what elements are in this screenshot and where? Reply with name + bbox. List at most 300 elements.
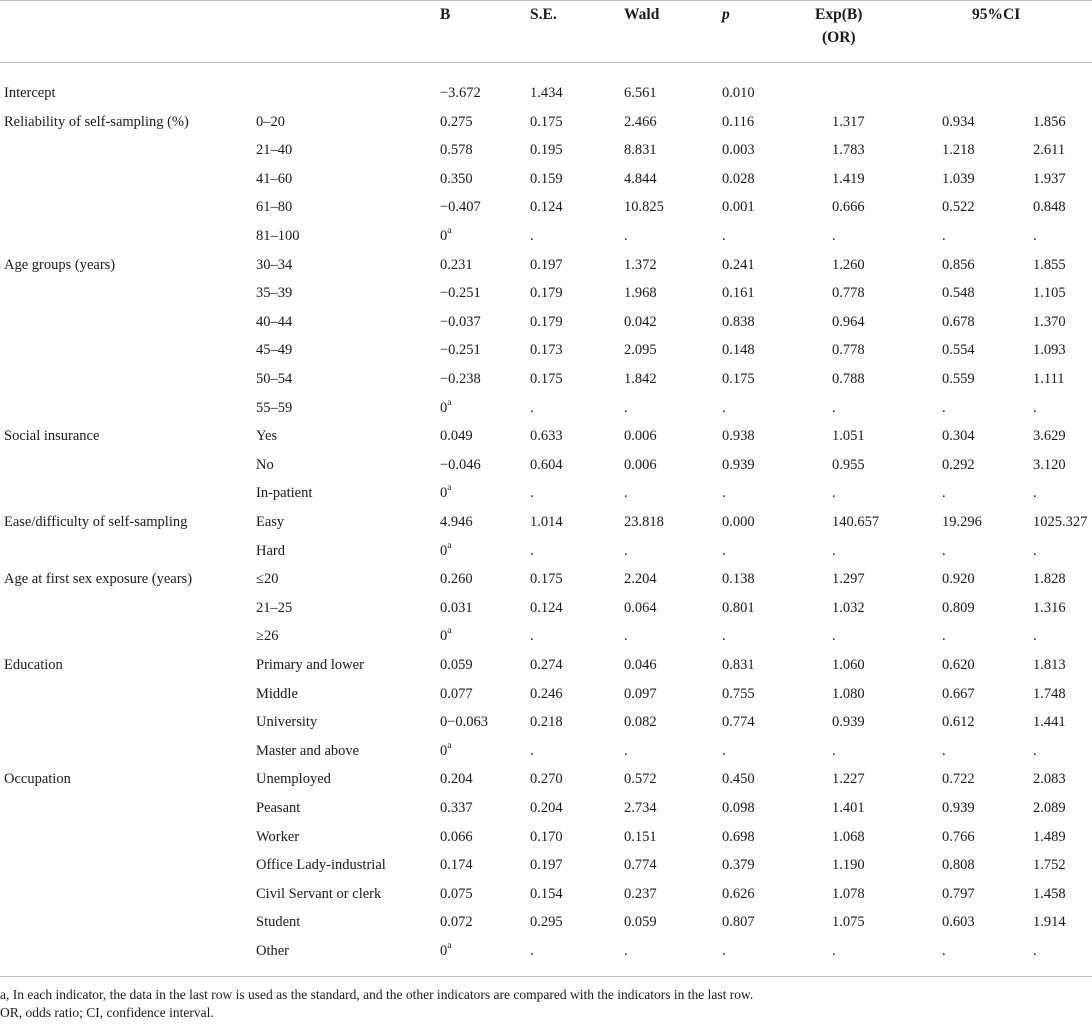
cell-exp xyxy=(832,941,836,961)
cell-text: 1.434 xyxy=(530,85,563,101)
cell-text: . xyxy=(624,485,628,501)
cell-text: In-patient xyxy=(256,485,313,501)
cell-text: Social insurance xyxy=(4,428,100,444)
cell-b xyxy=(440,884,473,904)
cell-ci-high xyxy=(1033,112,1066,132)
cell-p xyxy=(722,112,754,132)
cell-p xyxy=(722,398,726,418)
cell-text: 4.946 xyxy=(440,514,473,530)
cell-text: Master and above xyxy=(256,743,360,759)
cell-text: 0.548 xyxy=(942,285,975,301)
cell-b xyxy=(440,741,451,761)
cell-ci-high xyxy=(1033,369,1065,389)
cell-ci-low xyxy=(942,455,975,475)
footnote-marker: a xyxy=(447,941,452,952)
cell-exp xyxy=(832,483,836,503)
cell-text: 2.734 xyxy=(624,800,657,816)
cell-text: 1.297 xyxy=(832,571,865,587)
cell-p xyxy=(722,741,726,761)
cell-text: 30–34 xyxy=(256,257,293,273)
cell-text: . xyxy=(832,228,836,244)
cell-p xyxy=(722,569,755,589)
cell-text: . xyxy=(1033,743,1037,759)
cell-wald xyxy=(624,398,628,418)
cell-p xyxy=(722,283,755,303)
header-b: B xyxy=(440,6,451,23)
cell-text: . xyxy=(722,485,726,501)
cell-text: 0.170 xyxy=(530,829,563,845)
cell-level xyxy=(256,884,381,904)
cell-text: . xyxy=(1033,400,1037,416)
cell-level xyxy=(256,855,386,875)
cell-se xyxy=(530,769,563,789)
cell-ci-high xyxy=(1033,684,1066,704)
cell-se xyxy=(530,312,563,332)
cell-se xyxy=(530,626,534,646)
cell-text: Hard xyxy=(256,543,285,559)
cell-text: . xyxy=(1033,628,1037,644)
cell-level xyxy=(256,626,278,646)
cell-text: 0.838 xyxy=(722,314,755,330)
header-exp-line1: Exp(B) xyxy=(815,6,863,23)
cell-text: 0 xyxy=(440,228,448,244)
cell-text: 45–49 xyxy=(256,342,293,358)
cell-level xyxy=(256,455,274,475)
cell-text: . xyxy=(624,943,628,959)
cell-ci-low xyxy=(942,398,946,418)
cell-b xyxy=(440,455,481,475)
footnote-abbrev: OR, odds ratio; CI, confidence interval. xyxy=(0,1005,214,1020)
cell-text: 0 xyxy=(440,743,448,759)
cell-group xyxy=(4,569,192,589)
cell-text: 0.179 xyxy=(530,314,563,330)
cell-text: 0.831 xyxy=(722,657,755,673)
table-bottom-rule xyxy=(0,976,1092,977)
cell-text: . xyxy=(530,743,534,759)
cell-text: 1.316 xyxy=(1033,600,1066,616)
cell-group xyxy=(4,655,63,675)
cell-wald xyxy=(624,226,628,246)
cell-text: 0.042 xyxy=(624,314,657,330)
cell-text: 0.204 xyxy=(530,800,563,816)
cell-text: 1.401 xyxy=(832,800,865,816)
cell-text: . xyxy=(942,743,946,759)
cell-text: Unemployed xyxy=(256,771,331,787)
cell-text: 6.561 xyxy=(624,85,657,101)
cell-p xyxy=(722,712,755,732)
cell-text: 0.231 xyxy=(440,257,473,273)
cell-exp xyxy=(832,827,865,847)
cell-ci-low xyxy=(942,255,975,275)
cell-text: 1.039 xyxy=(942,171,975,187)
cell-b xyxy=(440,169,473,189)
cell-wald xyxy=(624,941,628,961)
cell-wald xyxy=(624,112,657,132)
cell-group xyxy=(4,769,71,789)
cell-level xyxy=(256,655,364,675)
cell-text: 0 xyxy=(440,400,448,416)
cell-text: 0.098 xyxy=(722,800,755,816)
cell-text: 1.080 xyxy=(832,686,865,702)
cell-level xyxy=(256,369,292,389)
cell-level xyxy=(256,684,298,704)
cell-text: 1.370 xyxy=(1033,314,1066,330)
cell-wald xyxy=(624,798,657,818)
cell-text: 0.138 xyxy=(722,571,755,587)
cell-text: 1.458 xyxy=(1033,886,1066,902)
cell-wald xyxy=(624,569,657,589)
cell-text: 0.755 xyxy=(722,686,755,702)
cell-ci-high xyxy=(1033,884,1066,904)
cell-p xyxy=(722,369,755,389)
cell-wald xyxy=(624,626,628,646)
cell-ci-low xyxy=(942,483,946,503)
cell-exp xyxy=(832,512,879,532)
cell-text: 0.175 xyxy=(530,571,563,587)
cell-p xyxy=(722,941,726,961)
cell-p xyxy=(722,140,755,160)
cell-group xyxy=(4,426,99,446)
cell-level xyxy=(256,569,278,589)
cell-text: . xyxy=(832,743,836,759)
cell-text: 1.914 xyxy=(1033,914,1066,930)
cell-text: 2.083 xyxy=(1033,771,1066,787)
cell-text: 1.051 xyxy=(832,428,865,444)
cell-se xyxy=(530,655,563,675)
cell-text: 1.260 xyxy=(832,257,865,273)
cell-b xyxy=(440,483,451,503)
cell-text: . xyxy=(722,743,726,759)
cell-text: 0.722 xyxy=(942,771,975,787)
cell-level xyxy=(256,398,292,418)
cell-b xyxy=(440,569,473,589)
cell-level xyxy=(256,197,292,217)
cell-text: 0.175 xyxy=(722,371,755,387)
cell-text: Age groups (years) xyxy=(4,257,116,273)
cell-text: . xyxy=(1033,485,1037,501)
cell-ci-high xyxy=(1033,512,1087,532)
cell-wald xyxy=(624,283,657,303)
cell-text: 0.778 xyxy=(832,342,865,358)
cell-text: 0.174 xyxy=(440,857,473,873)
cell-p xyxy=(722,312,755,332)
cell-text: Reliability of self-sampling (%) xyxy=(4,114,189,130)
cell-text: 0.620 xyxy=(942,657,975,673)
cell-text: . xyxy=(722,543,726,559)
cell-text: 1.060 xyxy=(832,657,865,673)
cell-p xyxy=(722,426,755,446)
cell-wald xyxy=(624,827,657,847)
cell-level xyxy=(256,140,292,160)
cell-b xyxy=(440,197,481,217)
cell-exp xyxy=(832,598,865,618)
cell-ci-low xyxy=(942,741,946,761)
cell-b xyxy=(440,912,473,932)
cell-text: 140.657 xyxy=(832,514,880,530)
cell-se xyxy=(530,855,563,875)
cell-text: 0.006 xyxy=(624,428,657,444)
footnote-marker: a xyxy=(447,741,452,752)
cell-exp xyxy=(832,226,836,246)
cell-ci-low xyxy=(942,884,975,904)
cell-exp xyxy=(832,712,865,732)
cell-text: 1.068 xyxy=(832,829,865,845)
cell-wald xyxy=(624,855,657,875)
cell-text: . xyxy=(942,485,946,501)
cell-text: 0.603 xyxy=(942,914,975,930)
cell-se xyxy=(530,112,563,132)
cell-wald xyxy=(624,455,657,475)
cell-wald xyxy=(624,255,657,275)
cell-b xyxy=(440,283,481,303)
cell-group xyxy=(4,83,56,103)
cell-level xyxy=(256,283,292,303)
cell-ci-high xyxy=(1033,769,1066,789)
cell-text: 0.124 xyxy=(530,600,563,616)
cell-level xyxy=(256,512,284,532)
footnote-marker: a xyxy=(447,398,452,409)
cell-exp xyxy=(832,769,865,789)
cell-text: 0 xyxy=(440,943,448,959)
cell-text: . xyxy=(624,628,628,644)
cell-text: 1.419 xyxy=(832,171,865,187)
cell-b xyxy=(440,226,451,246)
cell-exp xyxy=(832,312,865,332)
cell-se xyxy=(530,541,534,561)
cell-text: −3.672 xyxy=(440,85,481,101)
cell-text: 1.093 xyxy=(1033,342,1066,358)
cell-text: 21–40 xyxy=(256,142,293,158)
cell-exp xyxy=(832,684,865,704)
cell-text: 0−0.063 xyxy=(440,714,489,730)
cell-ci-high xyxy=(1033,569,1066,589)
table-top-rule xyxy=(0,0,1092,1)
cell-se xyxy=(530,255,563,275)
cell-p xyxy=(722,827,755,847)
cell-text: 1.752 xyxy=(1033,857,1066,873)
cell-exp xyxy=(832,741,836,761)
cell-text: 0.939 xyxy=(722,457,755,473)
cell-text: 0.154 xyxy=(530,886,563,902)
cell-ci-low xyxy=(942,197,975,217)
cell-p xyxy=(722,655,755,675)
header-wald: Wald xyxy=(624,6,660,23)
cell-text: 1.813 xyxy=(1033,657,1066,673)
cell-text: 1.855 xyxy=(1033,257,1066,273)
cell-ci-low xyxy=(942,569,975,589)
cell-b xyxy=(440,426,473,446)
cell-text: . xyxy=(530,943,534,959)
cell-text: 0.522 xyxy=(942,199,975,215)
cell-text: . xyxy=(1033,543,1037,559)
cell-b xyxy=(440,827,473,847)
cell-se xyxy=(530,169,563,189)
cell-ci-high xyxy=(1033,655,1066,675)
cell-p xyxy=(722,912,755,932)
cell-text: 0.667 xyxy=(942,686,975,702)
cell-ci-low xyxy=(942,684,975,704)
cell-text: 0.778 xyxy=(832,285,865,301)
cell-text: 2.204 xyxy=(624,571,657,587)
cell-se xyxy=(530,283,563,303)
cell-text: . xyxy=(530,400,534,416)
cell-text: . xyxy=(530,628,534,644)
cell-text: 1.105 xyxy=(1033,285,1066,301)
cell-text: 0.274 xyxy=(530,657,563,673)
cell-se xyxy=(530,941,534,961)
cell-ci-high xyxy=(1033,426,1066,446)
cell-exp xyxy=(832,283,865,303)
cell-ci-low xyxy=(942,798,975,818)
cell-se xyxy=(530,197,563,217)
cell-text: 0 xyxy=(440,485,448,501)
cell-wald xyxy=(624,512,664,532)
cell-p xyxy=(722,626,726,646)
cell-se xyxy=(530,483,534,503)
cell-se xyxy=(530,398,534,418)
cell-text: −0.046 xyxy=(440,457,481,473)
cell-text: Age at first sex exposure (years) xyxy=(4,571,193,587)
cell-b xyxy=(440,798,473,818)
cell-b xyxy=(440,712,488,732)
cell-text: Student xyxy=(256,914,301,930)
cell-wald xyxy=(624,426,657,446)
cell-text: 0.059 xyxy=(440,657,473,673)
cell-wald xyxy=(624,169,657,189)
cell-text: . xyxy=(624,228,628,244)
cell-wald xyxy=(624,884,657,904)
cell-text: 0.000 xyxy=(722,514,755,530)
cell-exp xyxy=(832,541,836,561)
cell-text: −0.251 xyxy=(440,342,481,358)
cell-text: 0.001 xyxy=(722,199,755,215)
cell-exp xyxy=(832,655,865,675)
cell-text: 23.818 xyxy=(624,514,664,530)
cell-text: 0.766 xyxy=(942,829,975,845)
cell-text: 0.159 xyxy=(530,171,563,187)
cell-text: . xyxy=(530,485,534,501)
header-ci: 95%CI xyxy=(972,6,1021,23)
cell-wald xyxy=(624,712,657,732)
cell-ci-low xyxy=(942,340,975,360)
cell-text: 1.227 xyxy=(832,771,865,787)
cell-text: 0.797 xyxy=(942,886,975,902)
cell-text: 0.241 xyxy=(722,257,755,273)
cell-exp xyxy=(832,569,865,589)
cell-text: . xyxy=(942,543,946,559)
cell-text: . xyxy=(832,543,836,559)
cell-ci-high xyxy=(1033,455,1066,475)
footnote-marker: a xyxy=(447,541,452,552)
header-exp-line2: (OR) xyxy=(822,29,856,46)
cell-ci-low xyxy=(942,941,946,961)
cell-se xyxy=(530,798,563,818)
cell-text: 1.218 xyxy=(942,142,975,158)
cell-text: . xyxy=(942,400,946,416)
cell-text: 0.554 xyxy=(942,342,975,358)
cell-p xyxy=(722,512,755,532)
cell-ci-high xyxy=(1033,312,1066,332)
header-se: S.E. xyxy=(530,6,557,23)
cell-wald xyxy=(624,83,657,103)
cell-text: 0.604 xyxy=(530,457,563,473)
cell-ci-low xyxy=(942,369,975,389)
cell-exp xyxy=(832,455,865,475)
cell-p xyxy=(722,83,755,103)
cell-text: . xyxy=(832,628,836,644)
cell-text: 0.197 xyxy=(530,857,563,873)
cell-ci-high xyxy=(1033,483,1037,503)
cell-p xyxy=(722,226,726,246)
cell-text: 0.173 xyxy=(530,342,563,358)
cell-text: 61–80 xyxy=(256,199,293,215)
cell-text: 0.116 xyxy=(722,114,755,130)
cell-se xyxy=(530,827,563,847)
cell-se xyxy=(530,569,563,589)
cell-text: 0.808 xyxy=(942,857,975,873)
cell-level xyxy=(256,798,300,818)
cell-text: −0.238 xyxy=(440,371,481,387)
cell-level xyxy=(256,226,300,246)
cell-wald xyxy=(624,483,628,503)
cell-text: 0.148 xyxy=(722,342,755,358)
cell-exp xyxy=(832,255,865,275)
cell-p xyxy=(722,340,755,360)
cell-text: 0.774 xyxy=(722,714,755,730)
cell-text: 0.807 xyxy=(722,914,755,930)
cell-exp xyxy=(832,140,865,160)
cell-text: Yes xyxy=(256,428,278,444)
cell-text: 41–60 xyxy=(256,171,293,187)
cell-text: Worker xyxy=(256,829,300,845)
cell-b xyxy=(440,369,481,389)
cell-group xyxy=(4,112,189,132)
cell-ci-low xyxy=(942,598,975,618)
cell-ci-high xyxy=(1033,255,1066,275)
cell-b xyxy=(440,626,451,646)
cell-text: 0.097 xyxy=(624,686,657,702)
cell-text: 1.828 xyxy=(1033,571,1066,587)
cell-ci-high xyxy=(1033,798,1066,818)
cell-text: Primary and lower xyxy=(256,657,364,673)
cell-p xyxy=(722,798,755,818)
header-rule xyxy=(0,62,1092,63)
cell-text: 1.489 xyxy=(1033,829,1066,845)
cell-se xyxy=(530,712,563,732)
cell-text: 0.175 xyxy=(530,371,563,387)
cell-b xyxy=(440,112,473,132)
cell-text: −0.037 xyxy=(440,314,481,330)
cell-text: 0.175 xyxy=(530,114,563,130)
cell-text: 0.350 xyxy=(440,171,473,187)
cell-se xyxy=(530,684,563,704)
cell-exp xyxy=(832,626,836,646)
cell-se xyxy=(530,912,563,932)
cell-text: 1.783 xyxy=(832,142,865,158)
cell-text: 0.774 xyxy=(624,857,657,873)
cell-se xyxy=(530,369,563,389)
cell-text: . xyxy=(1033,228,1037,244)
cell-text: 50–54 xyxy=(256,371,293,387)
cell-text: 81–100 xyxy=(256,228,300,244)
cell-text: 0.161 xyxy=(722,285,755,301)
cell-text: ≤20 xyxy=(256,571,279,587)
cell-text: 40–44 xyxy=(256,314,293,330)
cell-text: 0.179 xyxy=(530,285,563,301)
cell-ci-low xyxy=(942,626,946,646)
cell-ci-low xyxy=(942,712,975,732)
footnote-marker: a xyxy=(447,226,452,237)
